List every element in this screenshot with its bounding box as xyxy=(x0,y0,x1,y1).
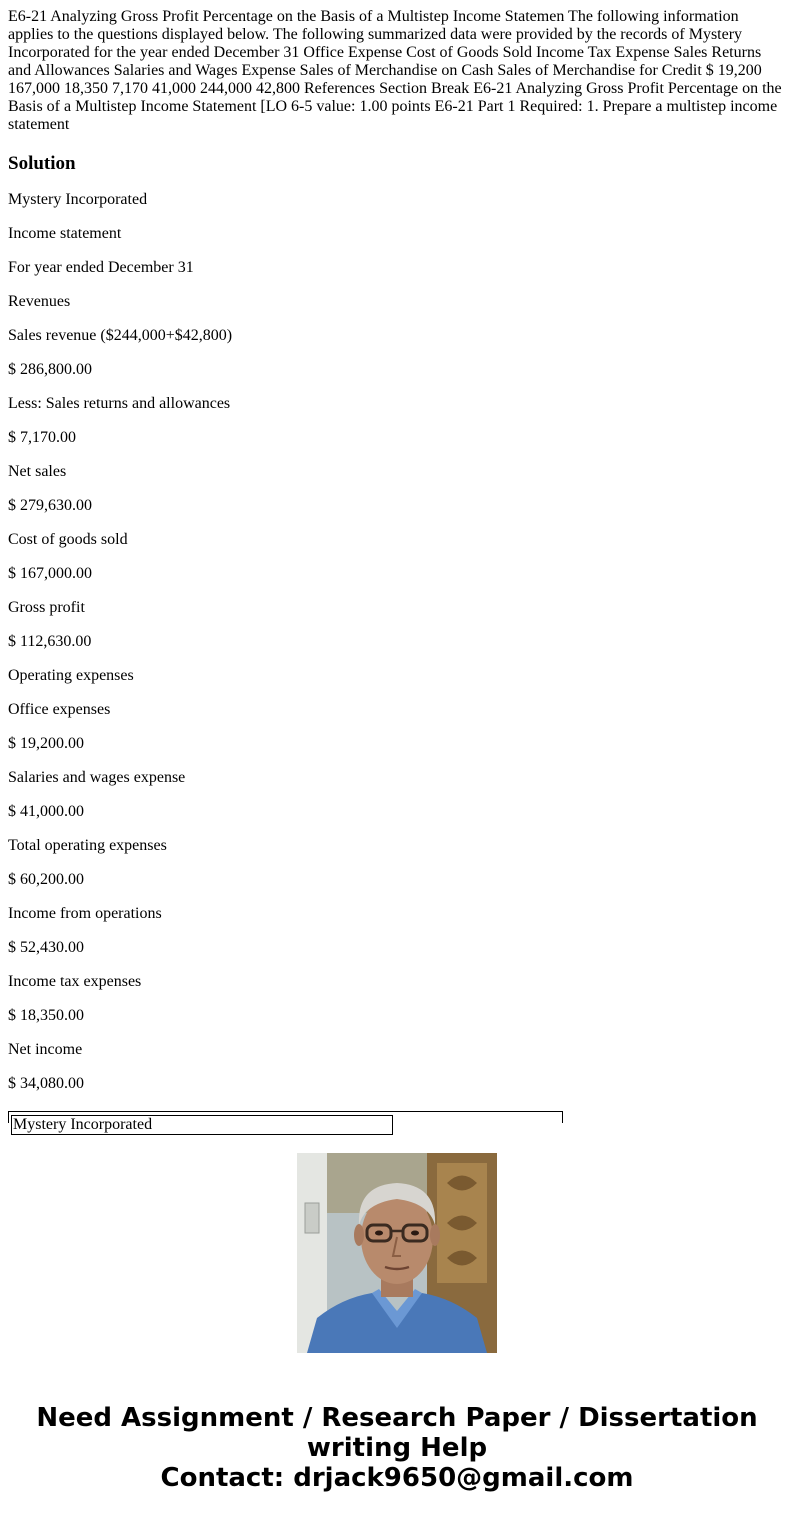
statement-title: Income statement xyxy=(8,225,122,242)
author-avatar xyxy=(297,1153,497,1353)
gross-profit-value: $ 112,630.00 xyxy=(8,633,92,650)
income-operations-value: $ 52,430.00 xyxy=(8,939,84,956)
statement-period: For year ended December 31 xyxy=(8,259,194,276)
total-operating-value: $ 60,200.00 xyxy=(8,871,84,888)
income-statement-table xyxy=(8,1111,563,1133)
income-tax-value: $ 18,350.00 xyxy=(8,1007,84,1024)
revenues-label: Revenues xyxy=(8,293,71,310)
operating-expenses-label: Operating expenses xyxy=(8,667,134,684)
salaries-label: Salaries and wages expense xyxy=(8,769,186,786)
net-sales-label: Net sales xyxy=(8,463,67,480)
question-text: E6-21 Analyzing Gross Profit Percentage on the Basis of a Multistep Income Statemen The following information applies to the questions displayed below. The following summarized data were provided by the records of Mystery Incorporated for the year ended December 31 Office Expense Cost of Goods Sold Income Tax Expense Sales Returns and Allowances Salaries and Wages Expense Sales of Merchandise on Cash Sales of Merchandise for Credit $ 19,200 167,000 18,350 7,170 41,000 244,000 42,800 References Section Break E6-21 Analyzing Gross Profit Percentage on the Basis of a Multistep Income Statement [LO 6-5 value: 1.00 points E6-21 Part 1 Required: 1. Prepare a multistep income statement xyxy=(8,8,782,133)
office-expenses-label: Office expenses xyxy=(8,701,111,718)
table-cell: Mystery Incorporated xyxy=(11,1115,393,1135)
income-operations-label: Income from operations xyxy=(8,905,162,922)
banner-line-1: Need Assignment / Research Paper / Dissertation xyxy=(36,1403,758,1433)
contact-banner xyxy=(0,1403,794,1493)
net-income-label: Net income xyxy=(8,1041,83,1058)
banner-contact-line: Contact: drjack9650@gmail.com xyxy=(160,1463,634,1493)
sales-returns-label: Less: Sales returns and allowances xyxy=(8,395,231,412)
total-operating-label: Total operating expenses xyxy=(8,837,167,854)
sales-revenue-label: Sales revenue ($244,000+$42,800) xyxy=(8,327,233,344)
salaries-value: $ 41,000.00 xyxy=(8,803,84,820)
banner-line-2: writing Help xyxy=(306,1433,488,1463)
income-statement-lines xyxy=(8,191,786,1093)
avatar-photo xyxy=(297,1153,497,1353)
gross-profit-label: Gross profit xyxy=(8,599,85,616)
solution-heading: Solution xyxy=(8,153,76,174)
sales-returns-value: $ 7,170.00 xyxy=(8,429,76,446)
office-expenses-value: $ 19,200.00 xyxy=(8,735,84,752)
net-sales-value: $ 279,630.00 xyxy=(8,497,92,514)
sales-revenue-value: $ 286,800.00 xyxy=(8,361,92,378)
net-income-value: $ 34,080.00 xyxy=(8,1075,84,1092)
cogs-label: Cost of goods sold xyxy=(8,531,128,548)
income-tax-label: Income tax expenses xyxy=(8,973,142,990)
document-content xyxy=(8,8,786,1109)
company-name: Mystery Incorporated xyxy=(8,191,148,208)
cogs-value: $ 167,000.00 xyxy=(8,565,92,582)
